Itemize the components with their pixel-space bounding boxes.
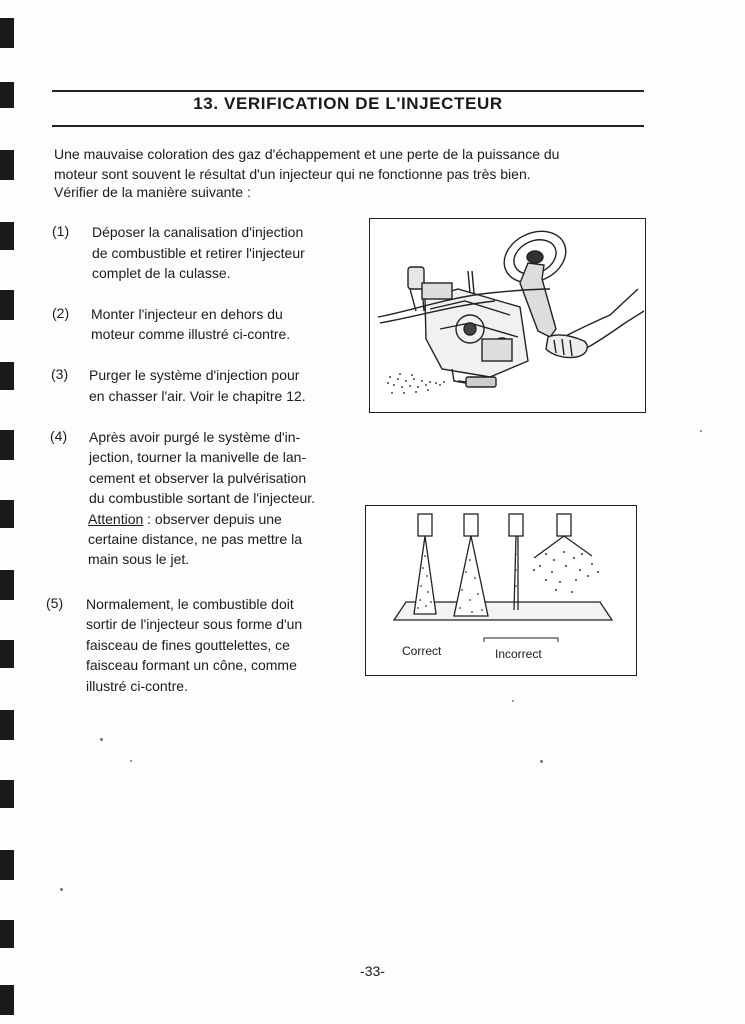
intro-line: Vérifier de la manière suivante : <box>54 184 251 200</box>
step-text: illustré ci-contre. <box>86 678 188 694</box>
attention-line <box>88 509 282 530</box>
step-text: moteur comme illustré ci-contre. <box>91 326 291 342</box>
spray-pattern-figure <box>365 505 637 676</box>
scan-speck <box>540 760 543 763</box>
step-number: (2) <box>52 305 70 321</box>
attention-label: Attention <box>88 511 144 527</box>
step-text: du combustible sortant de l'injecteur. <box>89 490 316 506</box>
intro-line: moteur sont souvent le résultat d'un injecteur qui ne fonctionne pas très bien. <box>54 166 531 182</box>
step-text: faisceau de fines gouttelettes, ce <box>86 637 290 653</box>
step-text: en chasser l'air. Voir le chapitre 12. <box>89 388 306 404</box>
binding-edge <box>0 0 14 1024</box>
step-text: Normalement, le combustible doit <box>86 596 294 612</box>
intro-line: Une mauvaise coloration des gaz d'échappement et une perte de la puissance du <box>54 146 560 162</box>
step-text: de combustible et retirer l'injecteur <box>92 245 305 261</box>
step-number: (3) <box>51 366 69 382</box>
step-text: complet de la culasse. <box>92 265 231 281</box>
scan-speck <box>100 738 103 741</box>
injector-test-illustration <box>370 219 645 412</box>
step-number: (5) <box>46 595 64 611</box>
step-number: (1) <box>52 223 70 239</box>
correct-label: Correct <box>402 644 442 658</box>
step-text: Après avoir purgé le système d'in- <box>89 429 301 445</box>
step-text: sortir de l'injecteur sous forme d'un <box>86 616 303 632</box>
step-text: cement et observer la pulvérisation <box>89 470 307 486</box>
title-rule-bottom <box>52 125 644 127</box>
scan-speck <box>130 760 132 762</box>
scan-speck <box>512 700 514 702</box>
injector-test-figure <box>369 218 646 413</box>
attention-text: : observer depuis une <box>143 511 282 527</box>
step-text: jection, tourner la manivelle de lan- <box>89 449 307 465</box>
step-text: Déposer la canalisation d'injection <box>92 224 304 240</box>
step-text: main sous le jet. <box>88 551 190 567</box>
step-number: (4) <box>50 428 68 444</box>
title-rule-top <box>52 90 644 92</box>
page-number: -33- <box>360 963 385 979</box>
step-text: certaine distance, ne pas mettre la <box>88 531 303 547</box>
scan-speck <box>60 888 63 891</box>
step-text: Monter l'injecteur en dehors du <box>91 306 283 322</box>
step-text: faisceau formant un cône, comme <box>86 657 297 673</box>
step-text: Purger le système d'injection pour <box>89 367 300 383</box>
scan-speck <box>700 430 702 432</box>
incorrect-label: Incorrect <box>495 647 542 661</box>
section-title: 13. VERIFICATION DE L'INJECTEUR <box>193 94 503 113</box>
